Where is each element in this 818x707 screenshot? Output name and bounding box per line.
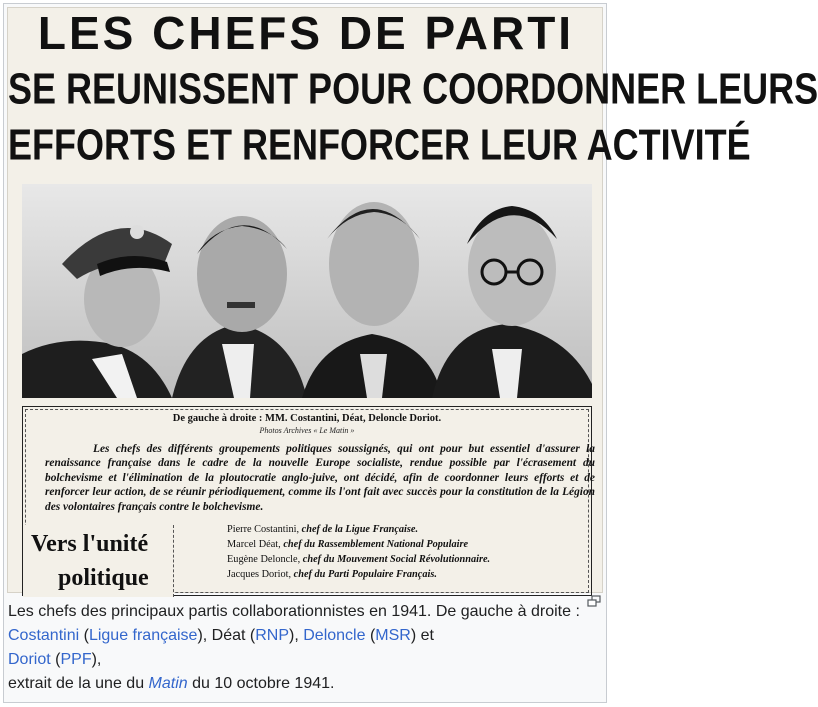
link-costantini[interactable]: Costantini [8, 627, 80, 644]
party-leaders-photo [22, 184, 592, 398]
signatory-2: Marcel Déat, chef du Rassemblement National Populaire [227, 539, 469, 550]
article-body: Les chefs des différents groupements politiques soussignés, qui ont pour but essentiel d'assurer la renaissance française dans le cadre de la nouvelle Europe socialiste, rendue possible par l'écrasement du bolchevisme et l'élimination de la ploutocratie anglo-juive, ont décidé, afin de coordonner leurs efforts et de renforcer leur action, de se réunir périodiquement, comme ils l'ont fait avec succès pour la constitution de la Légion des volontaires français contre le bolchevisme. [45, 443, 595, 513]
link-ppf[interactable]: PPF [60, 651, 92, 668]
signatory-3: Eugène Deloncle, chef du Mouvement Social Révolutionnaire. [227, 554, 491, 565]
headline-line-2: SE REUNISSENT POUR COORDONNER LEURS [8, 64, 818, 114]
photo-credit: Photos Archives « Le Matin » [259, 426, 355, 435]
link-matin[interactable]: Matin [148, 675, 188, 692]
sidebar-subtitle: politique [58, 565, 149, 591]
signatory-1: Pierre Costantini, chef de la Ligue Française. [227, 524, 419, 535]
article-box [22, 406, 595, 596]
newspaper-clipping[interactable] [7, 7, 818, 593]
photo-caption: De gauche à droite : MM. Costantini, Déat, Deloncle Doriot. [172, 413, 442, 424]
link-ligue-francaise[interactable]: Ligue française [88, 627, 198, 644]
figure-caption: Les chefs des principaux partis collaborationnistes en 1941. De gauche à droite : Costantini (Ligue française), Déat (RNP), Deloncle (MSR) et Doriot (PPF), extrait de la une du Matin du 10 octobre 1941. [8, 603, 580, 692]
link-deloncle[interactable]: Deloncle [303, 627, 366, 644]
link-doriot[interactable]: Doriot [8, 651, 51, 668]
headline-line-1: LES CHEFS DE PARTI [37, 7, 575, 59]
signatory-4: Jacques Doriot, chef du Parti Populaire Français. [227, 569, 437, 580]
sidebar-title: Vers l'unité [31, 531, 149, 557]
sidebar-article [23, 525, 174, 597]
portraits-illustration [22, 184, 592, 398]
headline-line-3: EFFORTS ET RENFORCER LEUR ACTIVITÉ [8, 120, 751, 170]
magnify-icon[interactable] [587, 594, 601, 606]
link-msr[interactable]: MSR [375, 627, 411, 644]
link-rnp[interactable]: RNP [255, 627, 290, 644]
